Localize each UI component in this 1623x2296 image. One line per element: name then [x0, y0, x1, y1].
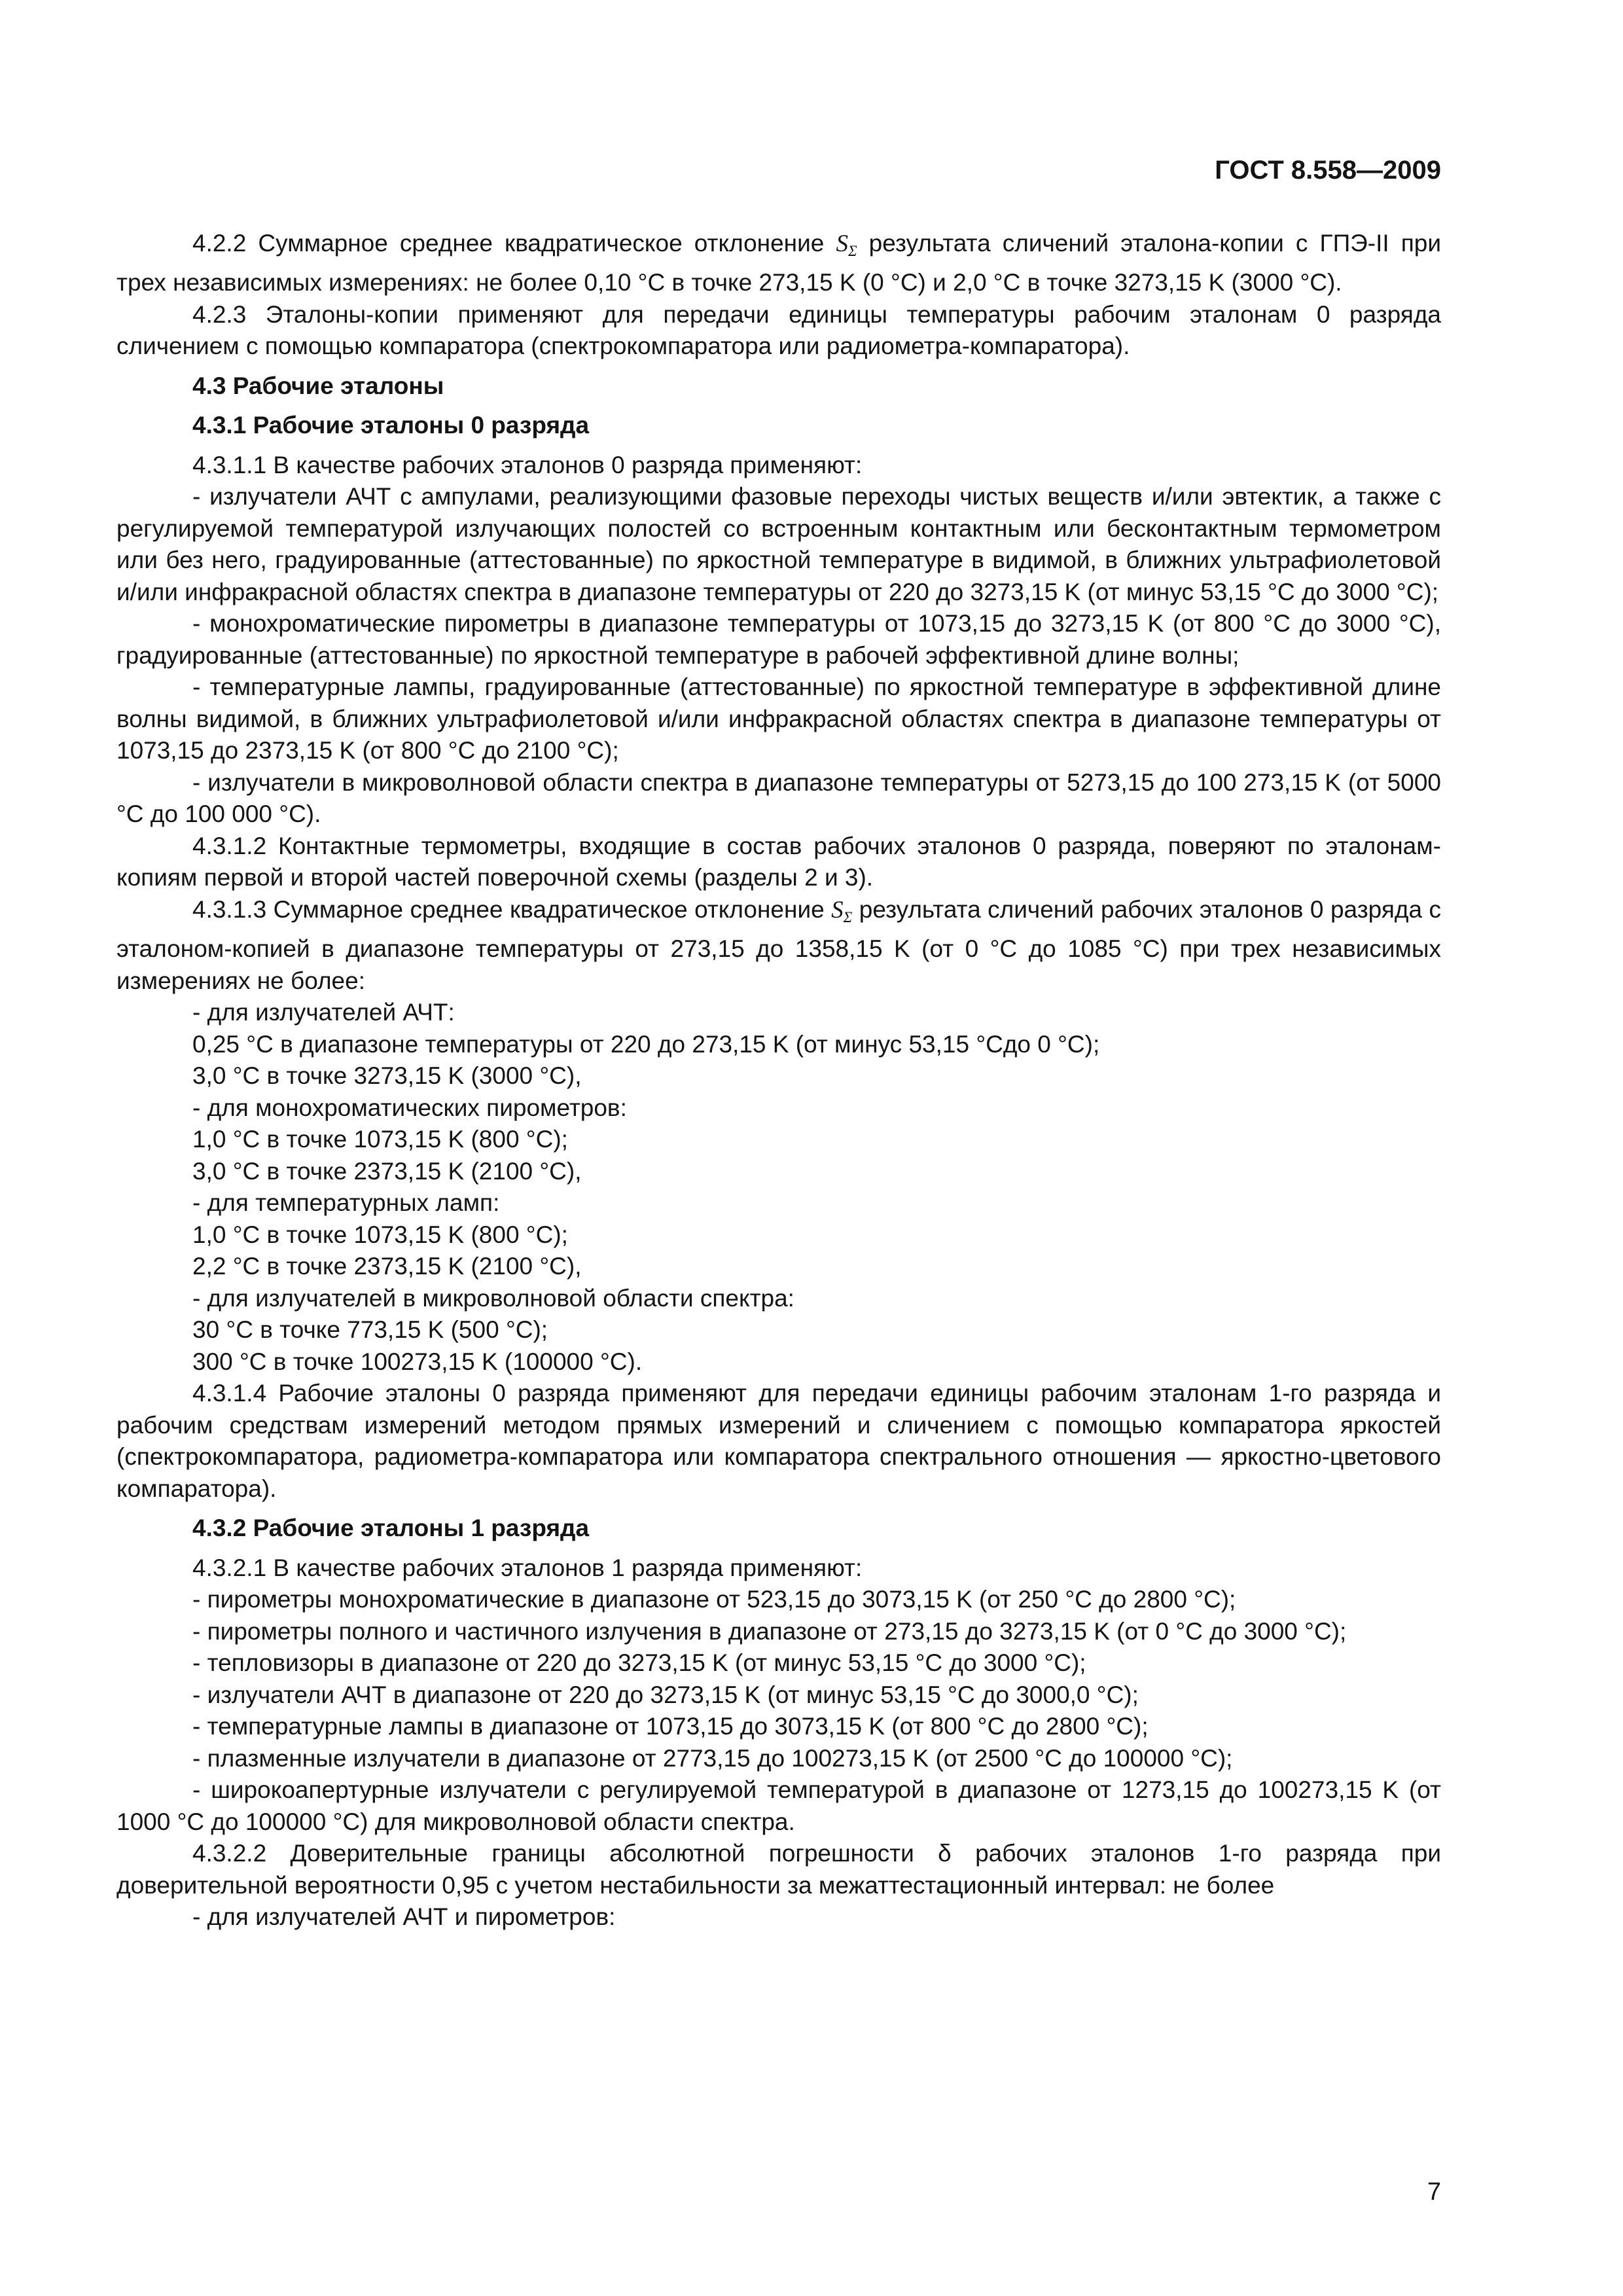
value-line: 3,0 °С в точке 3273,15 K (3000 °С),: [192, 1062, 582, 1090]
symbol-s: S: [831, 896, 844, 924]
paragraph-4-2-3: 4.2.3 Эталоны-копии применяют для передачи единицы температуры рабочим эталонам 0 разряда сличением с помощью компаратора (спектрокомпаратора или радиометра-компаратора).: [116, 300, 1441, 360]
value-line: 1,0 °С в точке 1073,15 K (800 °С);: [192, 1221, 568, 1248]
section-heading-4-3-1: 4.3.1 Рабочие эталоны 0 разряда: [192, 412, 590, 439]
value-line: 3,0 °С в точке 2373,15 K (2100 °С),: [192, 1157, 582, 1185]
paragraph-4-2-2: [116, 228, 1441, 299]
value-line: 300 °С в точке 100273,15 K (100000 °С).: [192, 1348, 643, 1375]
list-item: - монохроматические пирометры в диапазоне температуры от 1073,15 до 3273,15 K (от 800 °С до 3000 °С), градуированные (аттестованные) по яркостной температуре в рабочей эффективной длине волны;: [116, 610, 1441, 669]
document-body: [116, 228, 1441, 1933]
symbol-s: S: [836, 230, 848, 257]
list-item: - пирометры полного и частичного излучения в диапазоне от 273,15 до 3273,15 K (от 0 °С до 3000 °С);: [192, 1617, 1347, 1645]
list-item: - плазменные излучатели в диапазоне от 2773,15 до 100273,15 K (от 2500 °С до 100000 °С);: [192, 1744, 1233, 1772]
section-heading-4-3: 4.3 Рабочие эталоны: [192, 372, 444, 399]
list-item: - для температурных ламп:: [192, 1189, 500, 1217]
paragraph-text: результата сличений эталона-копии с ГПЭ-II при трех независимых измерениях: не более 0,10 °С в точке 273,15 K (0 °С) и 2,0 °С в точке 3273,15 K (3000 °С).: [116, 230, 1442, 296]
paragraph-text: 4.2.2 Суммарное среднее квадратическое отклонение: [192, 230, 825, 257]
list-item: - излучатели АЧТ в диапазоне от 220 до 3273,15 K (от минус 53,15 °С до 3000,0 °С);: [192, 1681, 1139, 1708]
list-item: - для излучателей в микроволновой области спектра:: [192, 1284, 794, 1312]
page-number: 7: [1427, 2178, 1441, 2206]
list-item: - тепловизоры в диапазоне от 220 до 3273,15 K (от минус 53,15 °С до 3000 °С);: [192, 1649, 1086, 1677]
section-heading-4-3-2: 4.3.2 Рабочие эталоны 1 разряда: [192, 1515, 590, 1542]
list-item: - пирометры монохроматические в диапазоне от 523,15 до 3073,15 K (от 250 °С до 2800 °С);: [192, 1586, 1236, 1613]
value-line: 30 °С в точке 773,15 K (500 °С);: [192, 1316, 548, 1344]
list-item: - широкоапертурные излучатели с регулируемой температурой в диапазоне от 1273,15 до 100273,15 K (от 1000 °С до 100000 °С) для микроволновой области спектра.: [116, 1776, 1441, 1835]
paragraph-4-3-1-2: 4.3.1.2 Контактные термометры, входящие в состав рабочих эталонов 0 разряда, поверяют по эталонам-копиям первой и второй частей поверочной схемы (разделы 2 и 3).: [116, 832, 1441, 891]
paragraph-4-3-1-3: [116, 894, 1441, 997]
symbol-subscript: Σ: [847, 242, 857, 259]
paragraph-4-3-1-1: 4.3.1.1 В качестве рабочих эталонов 0 разряда применяют:: [192, 451, 863, 478]
list-item: - излучатели в микроволновой области спектра в диапазоне температуры от 5273,15 до 100 273,15 K (от 5000 °С до 100 000 °С).: [116, 768, 1441, 828]
paragraph-4-3-2-1: 4.3.2.1 В качестве рабочих эталонов 1 разряда применяют:: [192, 1554, 863, 1581]
list-item: - температурные лампы, градуированные (аттестованные) по яркостной температуре в эффективной длине волны видимой, в ближних ультрафиолетовой и/или инфракрасной областях спектра в диапазоне температуры от 1073,15 до 2373,15 K (от 800 °С до 2100 °С);: [116, 673, 1441, 764]
paragraph-text: 4.3.1.3 Суммарное среднее квадратическое отклонение: [192, 895, 825, 923]
paragraph-4-3-2-2: 4.3.2.2 Доверительные границы абсолютной погрешности δ рабочих эталонов 1-го разряда при доверительной вероятности 0,95 с учетом нестабильности за межаттестационный интервал: не более: [116, 1840, 1441, 1899]
list-item: - температурные лампы в диапазоне от 1073,15 до 3073,15 K (от 800 °С до 2800 °С);: [192, 1713, 1149, 1740]
list-item: - излучатели АЧТ с ампулами, реализующими фазовые переходы чистых веществ и/или эвтектик, а также с регулируемой температурой излучающих полостей со встроенным контактным или бесконтактным термометром или без него, градуированные (аттестованные) по яркостной температуре в видимой, в ближних ультрафиолетовой и/или инфракрасной областях спектра в диапазоне температуры от 220 до 3273,15 K (от минус 53,15 °С до 3000 °С);: [116, 483, 1441, 605]
value-line: 2,2 °С в точке 2373,15 K (2100 °С),: [192, 1253, 582, 1280]
list-item: - для монохроматических пирометров:: [192, 1094, 627, 1121]
sigma-symbol: [831, 897, 852, 924]
document-header: ГОСТ 8.558—2009: [1215, 156, 1441, 185]
sigma-symbol: [836, 230, 857, 257]
paragraph-4-3-1-4: 4.3.1.4 Рабочие эталоны 0 разряда применяют для передачи единицы рабочим эталонам 1-го разряда и рабочим средствам измерений методом прямых измерений и сличением с помощью компаратора яркостей (спектрокомпаратора, радиометра-компаратора или компаратора спектрального отношения — яркостно-цветового компаратора).: [116, 1380, 1441, 1502]
value-line: 1,0 °С в точке 1073,15 K (800 °С);: [192, 1126, 568, 1153]
symbol-subscript: Σ: [843, 908, 853, 925]
value-line: 0,25 °С в диапазоне температуры от 220 до 273,15 K (от минус 53,15 °Сдо 0 °С);: [192, 1030, 1100, 1058]
list-item: - для излучателей АЧТ и пирометров:: [192, 1903, 616, 1931]
list-item: - для излучателей АЧТ:: [192, 999, 455, 1026]
paragraph-text: результата сличений рабочих эталонов 0 разряда с эталоном-копией в диапазоне температуры от 273,15 до 1358,15 K (от 0 °С до 1085 °С) при трех независимых измерениях не более:: [116, 895, 1441, 994]
